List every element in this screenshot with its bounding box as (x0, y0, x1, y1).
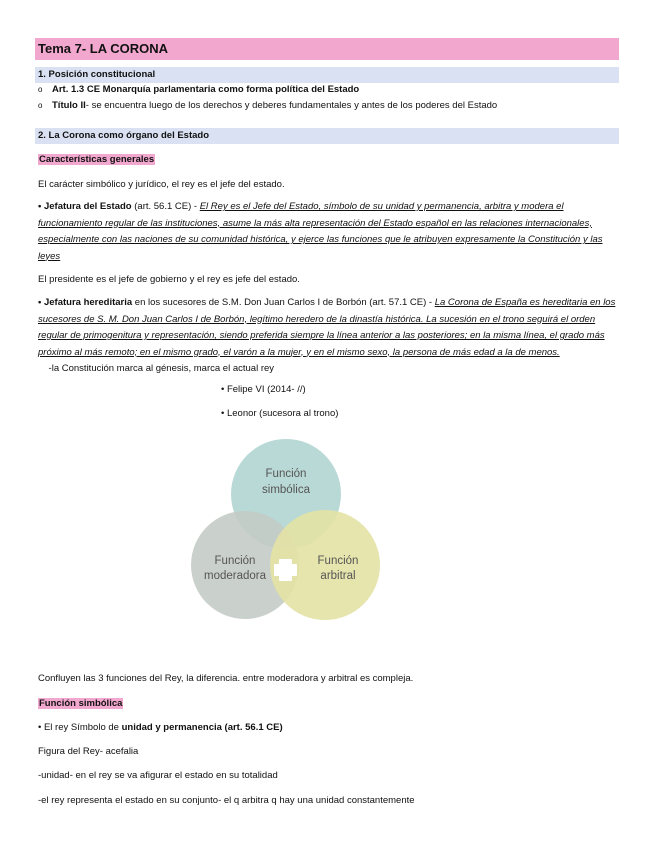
page-title: Tema 7- LA CORONA (35, 38, 619, 60)
label-simbolica-1: Función (265, 468, 307, 480)
hereditaria-tail: -la Constitución marca al génesis, marca el actual rey (38, 363, 275, 374)
item-2-bold: Título II (52, 100, 86, 111)
paragraph-confluyen: Confluyen las 3 funciones del Rey, la diferencia. entre moderadora y arbitral es compleja. (38, 673, 414, 684)
paragraph-caracter: El carácter simbólico y jurídico, el rey es el jefe del estado. (38, 179, 285, 190)
hereditaria-ref: en los sucesores de S.M. Don Juan Carlos I de Borbón (art. 57.1 CE) - (132, 297, 435, 308)
line-unidad: -unidad- en el rey se va afigurar el estado en su totalidad (38, 770, 278, 781)
line-figura-rey: Figura del Rey- acefalia (38, 746, 139, 757)
line-representa: -el rey representa el estado en su conjunto- el q arbitra q hay una unidad constantemente (38, 795, 415, 806)
label-moderadora-2: moderadora (203, 570, 267, 582)
section-1-heading: 1. Posición constitucional (35, 67, 619, 83)
paragraph-presidente: El presidente es el jefe de gobierno y el rey es jefe del estado. (38, 274, 300, 285)
jefatura-ref: (art. 56.1 CE) - (131, 201, 200, 212)
item-2-rest: - se encuentra luego de los derechos y deberes fundamentales y antes de los poderes del Estado (85, 100, 498, 111)
subheading-caracteristicas: Características generales (39, 154, 155, 165)
jefatura-quote: El Rey es el Jefe del Estado, símbolo de su unidad y permanencia, arbitra y modera el funcionamiento regular de las instituciones, asume la más alta representación del Estado español en las relaciones internacionales, especialmente con las naciones de su comunidad histórica, y ejerce las funciones que le atribuyen expresamente la Constitución y las leyes (38, 201, 603, 262)
circle-bullet-icon: o (38, 85, 43, 94)
hereditaria-label: Jefatura hereditaria (43, 297, 133, 308)
bullet-simbolo: • El rey Símbolo de unidad y permanencia (art. 56.1 CE) (38, 722, 283, 733)
section-2-heading: 2. La Corona como órgano del Estado (35, 128, 619, 144)
paragraph-jefatura-hereditaria: • Jefatura hereditaria en los sucesores de S.M. Don Juan Carlos I de Borbón (art. 57.1 CE) - La Corona de España es hereditaria en los sucesores de S. M. Don Juan Carlos I de Borbón, legítimo heredero de la dinastía histórica. La sucesión en el trono seguirá el orden regular de primogenitura y representación, siendo preferida siempre la línea anterior a las posteriores; en la misma línea, el grado más próximo al más remoto; en el mismo grado, el varón a la mujer, y en el mismo sexo, la persona de más edad a la de menos. -la Constitución marca al génesis, marca el actual rey (38, 297, 616, 374)
circle-bullet-icon: o (38, 101, 43, 110)
label-arbitral-2: arbitral (320, 570, 356, 582)
subheading-funcion-simbolica: Función simbólica (39, 698, 123, 709)
hereditaria-quote: La Corona de España es hereditaria en los sucesores de S. M. Don Juan Carlos I de Borbón, legítimo heredero de la dinastía histórica. La sucesión en el trono seguirá el orden regular de primogenitura y representación, siendo preferida siempre la línea anterior a las posteriores; en la misma línea, el grado más próximo al más remoto; en el mismo grado, el varón a la mujer, y en el mismo sexo, la persona de más edad a la de menos. (38, 297, 616, 358)
label-moderadora-1: Función (214, 555, 256, 567)
section-1-item-2 (38, 99, 497, 113)
jefatura-label: Jefatura del Estado (43, 201, 132, 212)
section-1-item-1 (38, 83, 359, 97)
venn-diagram (180, 432, 380, 622)
heir-leonor: • Leonor (sucesora al trono) (221, 408, 339, 419)
item-1-bold: Art. 1.3 CE Monarquía parlamentaria como forma política del Estado (52, 84, 360, 95)
label-simbolica-2: simbólica (262, 484, 310, 496)
heir-felipe: • Felipe VI (2014- //) (221, 384, 306, 395)
label-arbitral-1: Función (317, 555, 359, 567)
paragraph-jefatura-estado: • Jefatura del Estado (art. 56.1 CE) - El Rey es el Jefe del Estado, símbolo de su unidad y permanencia, arbitra y modera el funcionamiento regular de las instituciones, asume la más alta representación del Estado español en las relaciones internacionales, especialmente con las naciones de su comunidad histórica, y ejerce las funciones que le atribuyen expresamente la Constitución y las leyes (38, 201, 603, 262)
